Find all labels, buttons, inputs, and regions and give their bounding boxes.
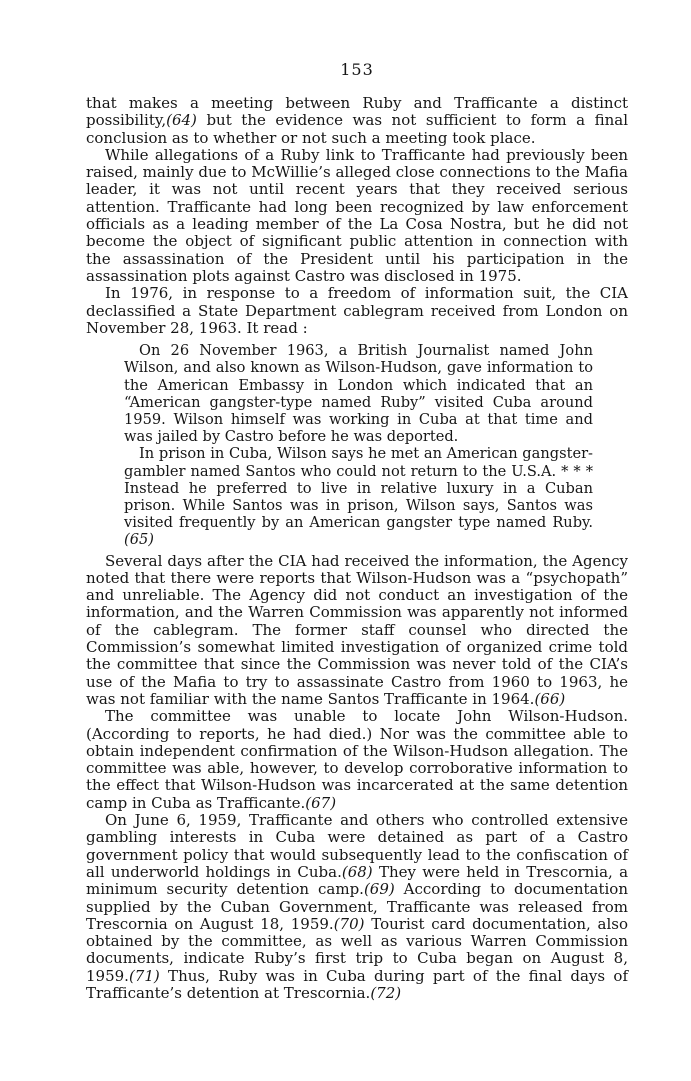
paragraph-meeting-possibility: that makes a meeting between Ruby and Trafficante a distinct possibility,(64) but the evidence was not sufficient to form a final conclusion as to whether or not such a meeting took place. <box>86 94 628 147</box>
page-body <box>86 62 628 1002</box>
cablegram-blockquote <box>124 342 593 548</box>
paragraph-committee-unable-locate: The committee was unable to locate John Wilson-Hudson. (According to reports, he had died.) Nor was the committee able to obtain independent confirmation of the Wilson-Hudson allegation. The committee was able, however, to develop corroborative information to the effect that Wilson-Hudson was incarcerated at the same detention camp in Cuba as Trafficante.(67) <box>86 707 628 812</box>
paragraph-trescornia-detention: On June 6, 1959, Trafficante and others who controlled extensive gambling interests in Cuba were detained as part of a Castro government policy that would subsequently lead to the confiscation of all underworld holdings in Cuba.(68) They were held in Trescornia, a minimum security detention camp.(69) According to documentation supplied by the Cuban Government, Trafficante was released from Trescornia on August 18, 1959.(70) Tourist card documentation, also obtained by the committee, as well as various Warren Commission documents, indicate Ruby’s first trip to Cuba began on August 8, 1959.(71) Thus, Ruby was in Cuba during part of the final days of Trafficante’s detention at Trescornia.(72) <box>86 811 629 1003</box>
blockquote-paragraph-wilson: On 26 November 1963, a British Journalist named John Wilson, and also known as Wilson-Hudson, gave information to the American Embassy in London which indicated that an “American gangster-type named Ruby” visited Cuba around 1959. Wilson himself was working in Cuba at that time and was jailed by Castro before he was deported. <box>124 342 593 446</box>
blockquote-paragraph-santos: In prison in Cuba, Wilson says he met an American gangster-gambler named Santos who could not return to the U.S.A. * * * Instead he preferred to live in relative luxury in a Cuban prison. While Santos was in prison, Wilson says, Santos was visited frequently by an American gangster type named Ruby.(65) <box>124 445 593 549</box>
paragraph-cia-cablegram-intro: In 1976, in response to a freedom of information suit, the CIA declassified a State Department cablegram received from London on November 28, 1963. It read : <box>86 284 628 337</box>
paragraph-ruby-link-allegations: While allegations of a Ruby link to Trafficante had previously been raised, mainly due to McWillie’s alleged close connections to the Mafia leader, it was not until recent years that they received serious attention. Trafficante had long been recognized by law enforcement officials as a leading member of the La Cosa Nostra, but he did not become the object of significant public attention in connection with the assassination of the President until his participation in the assassination plots against Castro was disclosed in 1975. <box>86 145 628 285</box>
page-number: 153 <box>340 60 374 79</box>
paragraph-agency-psychopath-note: Several days after the CIA had received the information, the Agency noted that there were reports that Wilson-Hudson was a “psychopath” and unreliable. The Agency did not conduct an investigation of the information, and the Warren Commission was apparently not informed of the cablegram. The former staff counsel who directed the Commission’s somewhat limited investigation of organized crime told the committee that since the Commission was never told of the CIA’s use of the Mafia to try to assassinate Castro from 1960 to 1963, he was not familiar with the name Santos Trafficante in 1964.(66) <box>86 551 628 708</box>
